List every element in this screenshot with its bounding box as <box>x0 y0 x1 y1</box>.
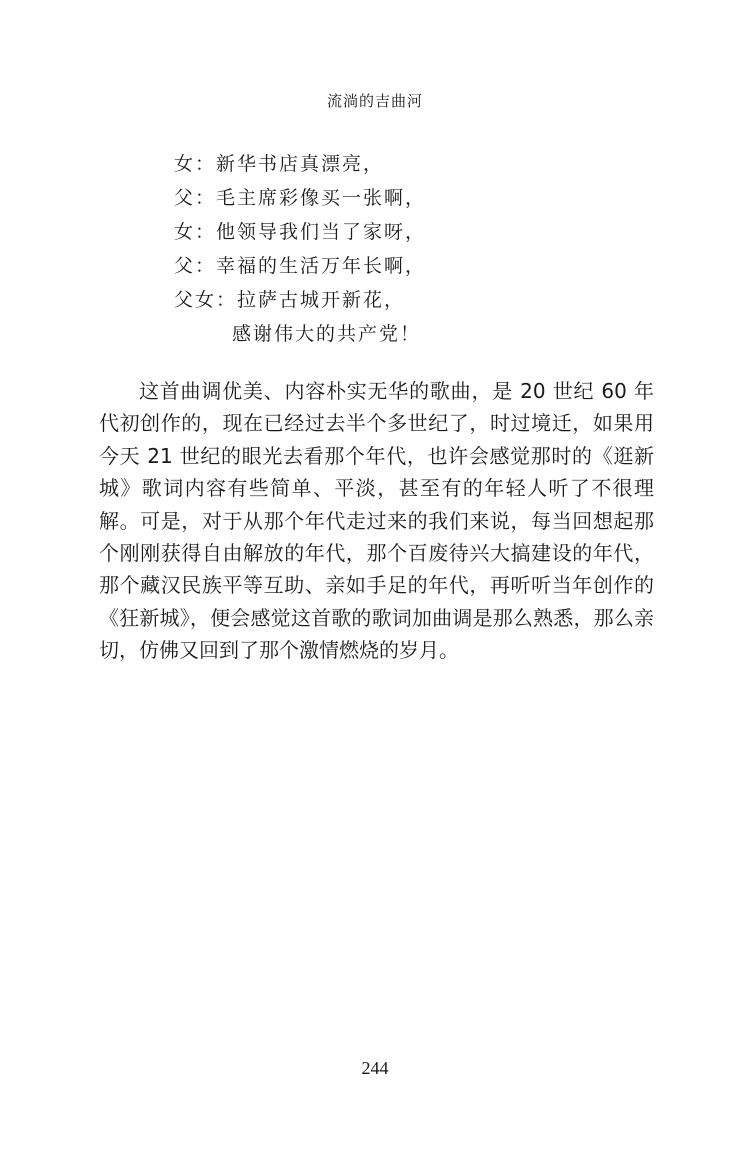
body-text <box>99 375 654 667</box>
lyric-line: 女：新华书店真漂亮， <box>174 153 385 175</box>
body-paragraph: 这首曲调优美、内容朴实无华的歌曲，是 20 世纪 60 年代初创作的，现在已经过去半个多世纪了，时过境迁，如果用今天 21 世纪的眼光去看那个年代，也许会感觉那时的《逛新城》歌词内容有些简单、平淡，甚至有的年轻人听了不很理解。可是，对于从那个年代走过来的我们来说，每当回想起那个刚刚获得自由解放的年代，那个百废待兴大搞建设的年代，那个藏汉民族平等互助、亲如手足的年代，再听听当年创作的《狂新城》，便会感觉这首歌的歌词加曲调是那么熟悉，那么亲切，仿佛又回到了那个激情燃烧的岁月。 <box>99 379 654 663</box>
running-header: 流淌的吉曲河 <box>326 92 423 110</box>
lyric-line: 父女：拉萨古城开新花， <box>174 289 406 311</box>
lyric-line: 女：他领导我们当了家呀， <box>174 221 427 243</box>
page-number: 244 <box>361 1058 389 1078</box>
lyric-line: 父：毛主席彩像买一张啊， <box>174 187 427 209</box>
song-lyrics <box>174 147 594 351</box>
lyric-line: 父：幸福的生活万年长啊， <box>174 255 427 277</box>
lyric-line: 感谢伟大的共产党！ <box>232 323 422 345</box>
